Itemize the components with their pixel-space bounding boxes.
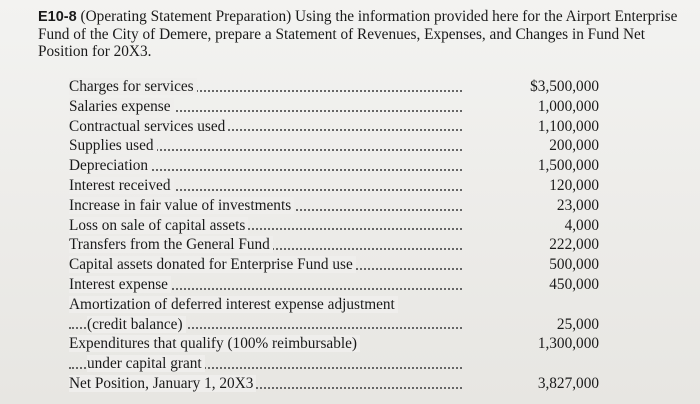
item-label: Increase in fair value of investments [69, 197, 294, 214]
item-label: Salaries expense [69, 98, 174, 115]
list-item [69, 196, 609, 216]
list-item [69, 275, 609, 295]
item-label: Interest expense [69, 276, 171, 293]
item-label: Charges for services [69, 78, 197, 95]
list-item [69, 216, 609, 236]
item-value: 1,100,000 [537, 117, 599, 135]
problem-statement [38, 8, 678, 60]
list-item [69, 156, 609, 176]
list-item [69, 354, 609, 374]
item-label: Amortization of deferred interest expense adjustment [69, 296, 398, 313]
list-item [69, 235, 609, 255]
item-value: 500,000 [549, 256, 599, 274]
list-item [69, 255, 609, 275]
list-item [69, 176, 609, 196]
list-item [69, 295, 609, 315]
item-label: Capital assets donated for Enterprise Fund use [69, 256, 356, 273]
item-value: 200,000 [549, 137, 599, 155]
item-label: Depreciation [69, 157, 151, 174]
list-item [69, 117, 609, 137]
item-value: 120,000 [549, 176, 599, 194]
item-label: Transfers from the General Fund [69, 236, 273, 253]
item-label: Loss on sale of capital assets [69, 217, 248, 234]
item-value: 222,000 [549, 236, 599, 254]
list-item [69, 136, 609, 156]
item-label: Supplies used [69, 137, 157, 154]
item-value: 4,000 [564, 216, 599, 234]
list-item [69, 334, 609, 354]
item-label: Net Position, January 1, 20X3 [69, 375, 256, 392]
item-value: 1,300,000 [537, 335, 599, 353]
item-value: 1,500,000 [537, 157, 599, 175]
list-item [69, 97, 609, 117]
item-label: (credit balance) [87, 316, 186, 333]
item-value: 23,000 [556, 196, 599, 214]
item-value: 3,827,000 [537, 374, 599, 392]
list-item [69, 77, 609, 97]
list-item [69, 315, 609, 335]
item-label: Expenditures that qualify (100% reimbursable) [69, 335, 360, 352]
item-label: Interest received [69, 177, 174, 194]
data-list [69, 77, 609, 394]
item-value: 1,000,000 [537, 97, 599, 115]
item-value: 25,000 [556, 315, 599, 333]
problem-text: (Operating Statement Preparation) Using the information provided here for the Airport Enterprise Fund of the City of Demere, prepare a Statement of Revenues, Expenses, and Changes in Fund Net Position for 20X3. [38, 8, 678, 60]
item-value: $3,500,000 [530, 78, 599, 95]
item-label: under capital grant [87, 355, 205, 372]
list-item [69, 374, 609, 394]
item-value: 450,000 [549, 275, 599, 293]
item-label: Contractual services used [69, 118, 228, 135]
problem-id: E10-8 [38, 9, 77, 25]
